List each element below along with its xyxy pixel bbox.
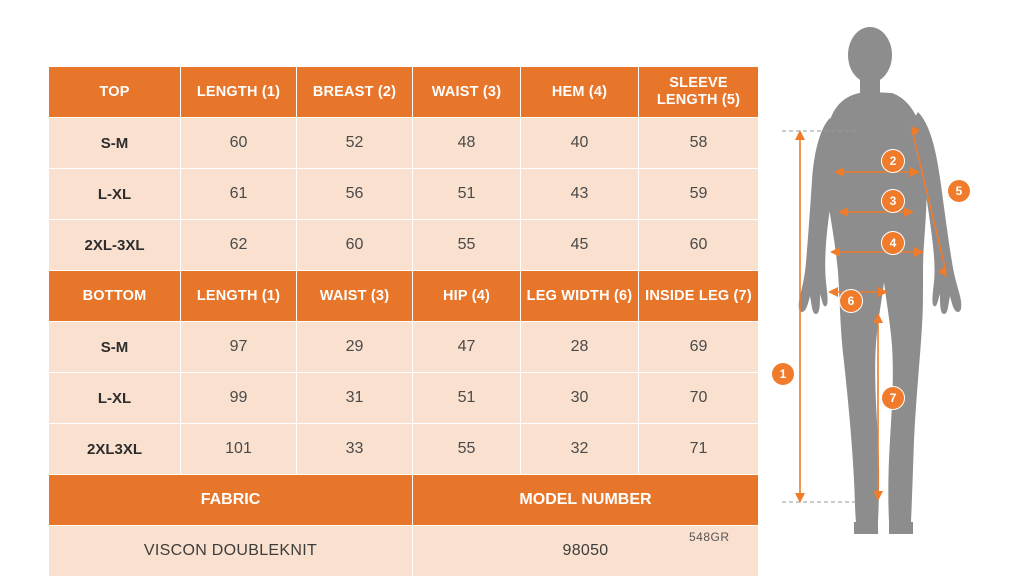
cell-value: 51 [413, 169, 521, 220]
product-code: 548GR [689, 530, 730, 544]
cell-value: 60 [639, 220, 759, 271]
header-bottom: BOTTOM [49, 271, 181, 322]
header-top-waist: WAIST (3) [413, 67, 521, 118]
row-label: L-XL [49, 169, 181, 220]
marker-4: 4 [882, 232, 904, 254]
table-row [49, 424, 759, 475]
footer-header-row [49, 475, 759, 526]
header-bottom-waist: WAIST (3) [297, 271, 413, 322]
table-row [49, 118, 759, 169]
table-row [49, 169, 759, 220]
table-row [49, 373, 759, 424]
marker-1: 1 [772, 363, 794, 385]
header-bottom-length: LENGTH (1) [181, 271, 297, 322]
header-bottom-inside-leg: INSIDE LEG (7) [639, 271, 759, 322]
cell-value: 70 [639, 373, 759, 424]
value-model-number: 98050 [413, 526, 759, 577]
top-section-header-row [49, 67, 759, 118]
female-silhouette-icon [799, 27, 962, 534]
footer-value-row [49, 526, 759, 577]
row-label: 2XL3XL [49, 424, 181, 475]
value-fabric: VISCON DOUBLEKNIT [49, 526, 413, 577]
marker-3: 3 [882, 190, 904, 212]
cell-value: 55 [413, 220, 521, 271]
cell-value: 43 [521, 169, 639, 220]
cell-value: 32 [521, 424, 639, 475]
header-model-number: MODEL NUMBER [413, 475, 759, 526]
row-label: S-M [49, 118, 181, 169]
header-top-breast: BREAST (2) [297, 67, 413, 118]
cell-value: 30 [521, 373, 639, 424]
size-table [48, 66, 759, 577]
body-figure [760, 0, 1024, 567]
size-table-container [48, 66, 758, 577]
header-top-length: LENGTH (1) [181, 67, 297, 118]
table-row [49, 322, 759, 373]
cell-value: 56 [297, 169, 413, 220]
cell-value: 61 [181, 169, 297, 220]
cell-value: 52 [297, 118, 413, 169]
cell-value: 47 [413, 322, 521, 373]
row-label: 2XL-3XL [49, 220, 181, 271]
header-fabric: FABRIC [49, 475, 413, 526]
cell-value: 28 [521, 322, 639, 373]
cell-value: 60 [181, 118, 297, 169]
row-label: S-M [49, 322, 181, 373]
cell-value: 48 [413, 118, 521, 169]
cell-value: 31 [297, 373, 413, 424]
cell-value: 62 [181, 220, 297, 271]
bottom-section-header-row [49, 271, 759, 322]
cell-value: 99 [181, 373, 297, 424]
cell-value: 55 [413, 424, 521, 475]
marker-2: 2 [882, 150, 904, 172]
marker-7: 7 [882, 387, 904, 409]
cell-value: 51 [413, 373, 521, 424]
cell-value: 58 [639, 118, 759, 169]
cell-value: 60 [297, 220, 413, 271]
cell-value: 97 [181, 322, 297, 373]
table-row [49, 220, 759, 271]
marker-6: 6 [840, 290, 862, 312]
cell-value: 69 [639, 322, 759, 373]
cell-value: 71 [639, 424, 759, 475]
marker-5: 5 [948, 180, 970, 202]
header-bottom-leg-width: LEG WIDTH (6) [521, 271, 639, 322]
cell-value: 40 [521, 118, 639, 169]
cell-value: 29 [297, 322, 413, 373]
cell-value: 59 [639, 169, 759, 220]
cell-value: 33 [297, 424, 413, 475]
header-top-hem: HEM (4) [521, 67, 639, 118]
header-bottom-hip: HIP (4) [413, 271, 521, 322]
row-label: L-XL [49, 373, 181, 424]
header-top: TOP [49, 67, 181, 118]
header-top-sleeve-length: SLEEVE LENGTH (5) [639, 67, 759, 118]
cell-value: 45 [521, 220, 639, 271]
cell-value: 101 [181, 424, 297, 475]
